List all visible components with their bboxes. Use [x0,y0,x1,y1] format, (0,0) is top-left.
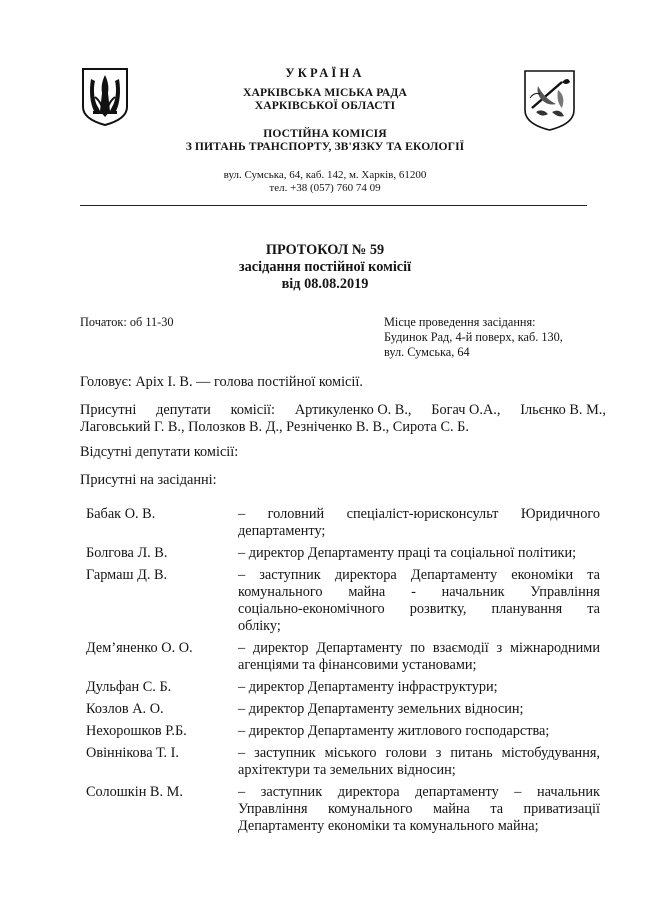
attendee-role: – директор Департаменту по взаємодії з міжнародними агенціями та фінансовими установами; [238,640,600,673]
table-row [86,567,600,640]
present-word-4: Артикуленко О. В., [294,402,412,418]
attendee-name: Солошкін В. М. [86,784,183,800]
present-deputies-line1 [80,402,606,419]
commission-name-line1: ПОСТІЙНА КОМІСІЯ [263,127,387,140]
table-row [86,640,600,679]
present-word-1: Присутні [80,402,137,418]
kharkiv-emblem-icon [522,68,577,132]
phone: тел. +38 (057) 760 74 09 [269,182,381,194]
attendee-name: Болгова Л. В. [86,545,168,561]
attendee-role: – головний спеціаліст-юрисконсульт Юридичного департаменту; [238,506,600,539]
table-row [86,545,600,567]
attendee-role: – директор Департаменту житлового господарства; [238,723,550,739]
attendee-name: Дульфан С. Б. [86,679,172,695]
attendee-name: Гармаш Д. В. [86,567,168,583]
chair-line: Головує: Аріх І. В. — голова постійної комісії. [80,374,363,390]
protocol-title: ПРОТОКОЛ № 59 [265,242,385,258]
meeting-place-label: Місце проведення засідання: [384,315,536,329]
attendees-table [86,506,600,835]
attendee-name: Нехорошков Р.Б. [86,723,187,739]
attendee-role: – заступник директора департаменту – начальник Управління комунального майна та приватизації Департаменту економіки та комунального майна; [238,784,600,834]
present-word-5: Богач О.А., [431,402,501,418]
attendee-role: – директор Департаменту інфраструктури; [238,679,498,695]
present-deputies-line2: Лаговський Г. В., Полозков В. Д., Резніченко В. В., Сирота С. Б. [80,419,469,435]
protocol-date: від 08.08.2019 [281,276,369,292]
attendee-name: Бабак О. В. [86,506,156,522]
protocol-subtitle: засідання постійної комісії [238,259,412,275]
table-row [86,745,600,784]
attendee-name: Козлов А. О. [86,701,164,717]
meeting-place-street: вул. Сумська, 64 [384,345,470,359]
table-row [86,784,600,835]
attendee-role: – заступник директора Департаменту економіки та комунального майна - начальник Управління соціально-економічного розвитку, планування та обліку; [238,567,600,634]
present-word-2: депутати [156,402,211,418]
present-at-meeting-label: Присутні на засіданні: [80,472,217,488]
table-row [86,679,600,701]
present-word-6: Ільєнко В. М., [520,402,606,418]
meeting-place-building: Будинок Рад, 4-й поверх, каб. 130, [384,330,563,344]
table-row [86,506,600,545]
council-name-line2: ХАРКІВСЬКОЇ ОБЛАСТІ [254,99,396,112]
header-divider [80,205,587,206]
meeting-start: Початок: об 11-30 [80,315,174,329]
present-word-3: комісії: [230,402,276,418]
attendee-role: – заступник міського голови з питань містобудування, архітектури та земельних відносин; [238,745,600,778]
attendee-name: Овіннікова Т. І. [86,745,179,761]
council-name-line1: ХАРКІВСЬКА МІСЬКА РАДА [243,86,407,99]
attendee-name: Дем’яненко О. О. [86,640,193,656]
attendee-role: – директор Департаменту праці та соціальної політики; [238,545,577,561]
absent-deputies: Відсутні депутати комісії: [80,444,239,460]
address: вул. Сумська, 64, каб. 142, м. Харків, 61200 [223,169,427,181]
table-row [86,701,600,723]
country-name: УКРАЇНА [285,66,365,80]
table-row [86,723,600,745]
commission-name-line2: З ПИТАНЬ ТРАНСПОРТУ, ЗВ'ЯЗКУ ТА ЕКОЛОГІЇ [185,140,465,153]
attendee-role: – директор Департаменту земельних відносин; [238,701,524,717]
